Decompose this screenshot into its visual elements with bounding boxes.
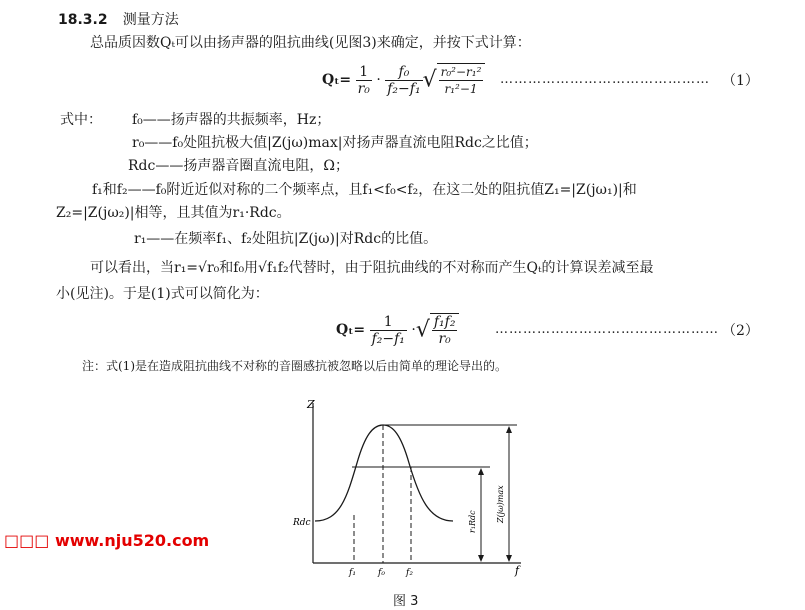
formula-2-sqrt-den: r₀ bbox=[438, 331, 451, 347]
formula-1-lhs: Qₜ= bbox=[322, 72, 352, 88]
footnote: 注：式(1)是在造成阻抗曲线不对称的音圈感抗被忽略以后由简单的理论导出的。 bbox=[82, 359, 508, 373]
paragraph-1: 总品质因数Qₜ可以由扬声器的阻抗曲线(见图3)来确定，并按下式计算： bbox=[90, 35, 531, 51]
tick-label-f0: f₀ bbox=[378, 568, 385, 578]
definition-f0: f₀——扬声器的共振频率，Hz； bbox=[132, 112, 331, 128]
paragraph-2-line1: 可以看出，当r₁=√r₀和f₀用√f₁f₂代替时，由于阻抗曲线的不对称而产生Qₜ的计算误差减至最 bbox=[90, 260, 654, 276]
section-heading bbox=[58, 9, 179, 29]
formula-2 bbox=[336, 313, 459, 347]
formula-2-number: （2） bbox=[722, 323, 759, 339]
watermark bbox=[4, 531, 209, 550]
rdc-label: Rdc bbox=[293, 518, 311, 528]
formula-2-frac-den: f₂−f₁ bbox=[371, 330, 405, 347]
arrow-up-icon bbox=[478, 468, 484, 475]
tick-label-f1: f₁ bbox=[349, 568, 356, 578]
zmax-label: Z(jω)max bbox=[496, 485, 505, 523]
tick-label-f2: f₂ bbox=[406, 568, 413, 578]
y-axis-label: Z bbox=[307, 398, 315, 411]
formula-1-frac2 bbox=[385, 64, 422, 97]
watermark-text: www.nju520.com bbox=[54, 531, 210, 550]
formula-2-dot: · bbox=[411, 322, 416, 338]
formula-1-frac2-den: f₂−f₁ bbox=[387, 80, 421, 97]
formula-2-sqrt bbox=[430, 313, 460, 347]
figure-caption: 图 3 bbox=[393, 594, 419, 609]
formula-2-leader-dots: ………………………………………… bbox=[495, 322, 719, 337]
definition-r0: r₀——f₀处阻抗极大值|Z(jω)max|对扬声器直流电阻Rdc之比值； bbox=[132, 135, 538, 151]
formula-2-lhs: Qₜ= bbox=[336, 322, 366, 338]
formula-2-sqrt-num: f₁f₂ bbox=[433, 314, 456, 330]
formula-2-frac-num: 1 bbox=[370, 314, 407, 331]
definition-f1f2-line2: Z₂=|Z(jω₂)|相等，且其值为r₁·Rdc。 bbox=[56, 205, 291, 221]
impedance-curve bbox=[315, 425, 453, 521]
arrow-down-icon bbox=[506, 555, 512, 562]
arrow-up-icon bbox=[506, 426, 512, 433]
definitions-label: 式中： bbox=[60, 112, 102, 128]
impedance-curve-figure bbox=[285, 393, 535, 585]
radical-icon: √ bbox=[422, 67, 437, 93]
section-title: 测量方法 bbox=[122, 12, 179, 28]
formula-1-frac1-num: 1 bbox=[356, 64, 372, 81]
radical-icon: √ bbox=[415, 317, 430, 343]
formula-1-number: （1） bbox=[722, 73, 759, 89]
formula-1-sqrt-num: r₀²−r₁² bbox=[440, 65, 482, 79]
watermark-boxes: □□□ bbox=[4, 531, 50, 550]
paragraph-2-line2: 小(见注)。于是(1)式可以简化为： bbox=[56, 286, 269, 302]
definition-r1: r₁——在频率f₁、f₂处阻抗|Z(jω)|对Rdc的比值。 bbox=[134, 231, 438, 247]
definition-rdc: Rdc——扬声器音圈直流电阻，Ω； bbox=[128, 158, 349, 174]
formula-1-dot: · bbox=[376, 72, 381, 88]
formula-1-frac1 bbox=[356, 64, 372, 97]
formula-1-sqrt bbox=[437, 63, 486, 97]
formula-1-frac2-num: f₀ bbox=[385, 64, 422, 81]
formula-1-leader-dots: ……………………………………… bbox=[500, 72, 710, 87]
section-number: 18.3.2 bbox=[58, 12, 108, 28]
definition-f1f2-line1: f₁和f₂——f₀附近近似对称的二个频率点，且f₁<f₀<f₂，在这二处的阻抗值Z₁=|Z(jω₁)|和 bbox=[92, 182, 637, 198]
formula-2-frac bbox=[370, 314, 407, 347]
formula-1-sqrt-den: r₁²−1 bbox=[444, 82, 478, 96]
r1rdc-label: r₁Rdc bbox=[468, 510, 477, 533]
formula-1-frac1-den: r₀ bbox=[357, 80, 370, 97]
formula-1 bbox=[322, 63, 485, 97]
x-axis-label: f bbox=[515, 564, 520, 577]
arrow-down-icon bbox=[478, 555, 484, 562]
